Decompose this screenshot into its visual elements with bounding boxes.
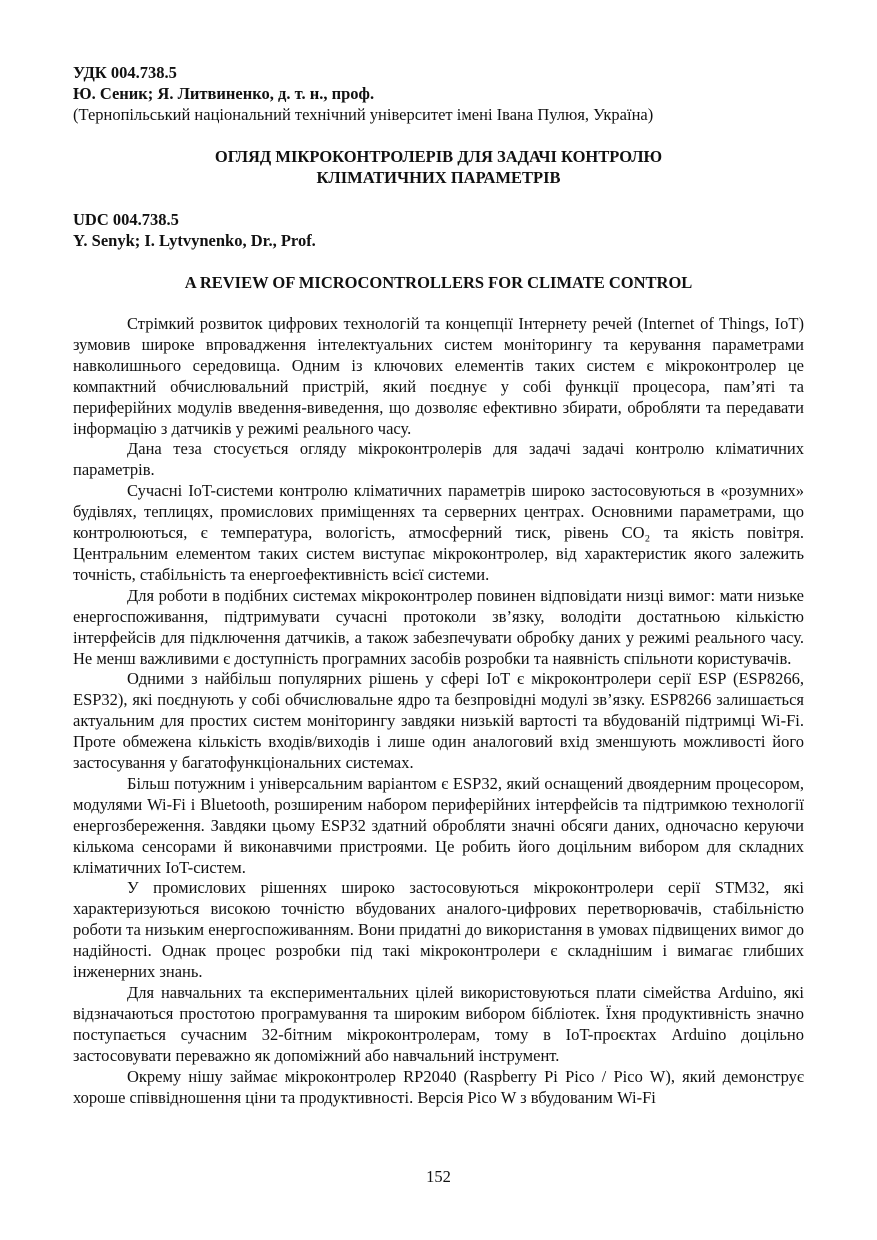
authors-ua: Ю. Сеник; Я. Литвиненко, д. т. н., проф. — [73, 84, 375, 103]
affiliation: (Тернопільський національний технічний університет імені Івана Пулюя, Україна) — [73, 105, 654, 124]
page-number: 152 — [426, 1167, 451, 1186]
paragraph-9: Окрему нішу займає мікроконтролер RP2040 (Raspberry Pi Pico / Pico W), який демонструє хороше співвідношення ціни та продуктивності. Версія Pico W з вбудованим Wi-Fi — [73, 1066, 804, 1107]
paragraph-4: Для роботи в подібних системах мікроконтролер повинен відповідати низці вимог: мати низьке енергоспоживання, підтримувати сучасні протоколи зв’язку, володіти достатньою кількістю інтерфейсів для підключення датчиків, а також забезпечувати обробку даних у режимі реального часу. Не менш важливими є доступність програмних засобів розробки та наявність спільноти користувачів. — [73, 585, 804, 668]
paragraph-3 — [73, 481, 804, 586]
authors-en: Y. Senyk; I. Lytvynenko, Dr., Prof. — [73, 231, 316, 250]
paragraph-6: Більш потужним і універсальним варіантом є ESP32, який оснащений двоядерним процесором, модулями Wi-Fi і Bluetooth, розширеним набором периферійних інтерфейсів та підтримкою технології енергозбереження. Завдяки цьому ESP32 здатний обробляти значні обсяги даних, одночасно керуючи кількома сенсорами й виконавчими пристроями. Це робить його доцільним вибором для складних кліматичних IoT-систем. — [73, 773, 804, 877]
title-en: A REVIEW OF MICROCONTROLLERS FOR CLIMATE CONTROL — [184, 273, 693, 292]
udc-en: UDC 004.738.5 — [73, 210, 179, 229]
paragraph-5: Одними з найбільш популярних рішень у сфері IoT є мікроконтролери серії ESP (ESP8266, ESP32), які поєднують у собі обчислювальне ядро та безпровідні модулі зв’язку. ESP8266 залишається актуальним для простих систем моніторингу завдяки низькій вартості та вбудованій підтримці Wi-Fi. Проте обмежена кількість входів/виходів і лише один аналоговий вхід зменшують можливості його застосування у багатофункціональних системах. — [73, 669, 804, 773]
paragraph-3-rest: Основними параметрами, що контролюються, є температура, вологість, атмосферний тиск, рівень CO₂ та якість повітря. Центральним елементом таких систем виступає мікроконтролер, від характеристик якого залежить точність, стабільність та енергоефективність всієї системи. — [73, 502, 804, 584]
paragraph-2: Дана теза стосується огляду мікроконтролерів для задачі задачі контролю кліматичних параметрів. — [73, 439, 804, 480]
page-content — [73, 62, 804, 1108]
udc-ua: УДК 004.738.5 — [73, 63, 177, 82]
paragraph-1: Стрімкий розвиток цифрових технологій та концепції Інтернету речей (Internet of Things, IoT) зумовив широке впровадження інтелектуальних систем моніторингу та керування параметрами навколишнього середовища. Одним із ключових елементів таких систем є мікроконтролер це компактний обчислювальний пристрій, який поєднує у собі функції процесора, пам’яті та периферійних модулів введення-виведення, що дозволяє ефективно збирати, обробляти та передавати інформацію з датчиків у режимі реального часу. — [73, 314, 804, 438]
paragraph-8: Для навчальних та експериментальних цілей використовуються плати сімейства Arduino, які відзначаються простотою програмування та широким вибором бібліотек. Їхня продуктивність значно поступається сучасним 32-бітним мікроконтролерам, тому в IoT-проєктах Arduino доцільно застосовувати переважно як допоміжний або навчальний інструмент. — [73, 983, 804, 1065]
paragraph-7: У промислових рішеннях широко застосовуються мікроконтролери серії STM32, які характеризуються високою точністю вбудованих аналого-цифрових перетворювачів, стабільністю роботи та низьким енергоспоживанням. Вони придатні до використання в умовах підвищених вимог до надійності. Однак процес розробки під такі мікроконтролери є складнішим і вимагає глибших інженерних знань. — [73, 878, 804, 982]
title-ua-line1: ОГЛЯД МІКРОКОНТРОЛЕРІВ ДЛЯ ЗАДАЧІ КОНТРОЛЮ — [214, 147, 663, 166]
paragraph-3-intro: Сучасні IoT-системи контролю кліматичних параметрів широко застосовуються в «розумних» будівлях, теплицях, промислових приміщеннях та серверних центрах. — [73, 481, 804, 522]
title-ua-line2: КЛІМАТИЧНИХ ПАРАМЕТРІВ — [316, 168, 561, 187]
